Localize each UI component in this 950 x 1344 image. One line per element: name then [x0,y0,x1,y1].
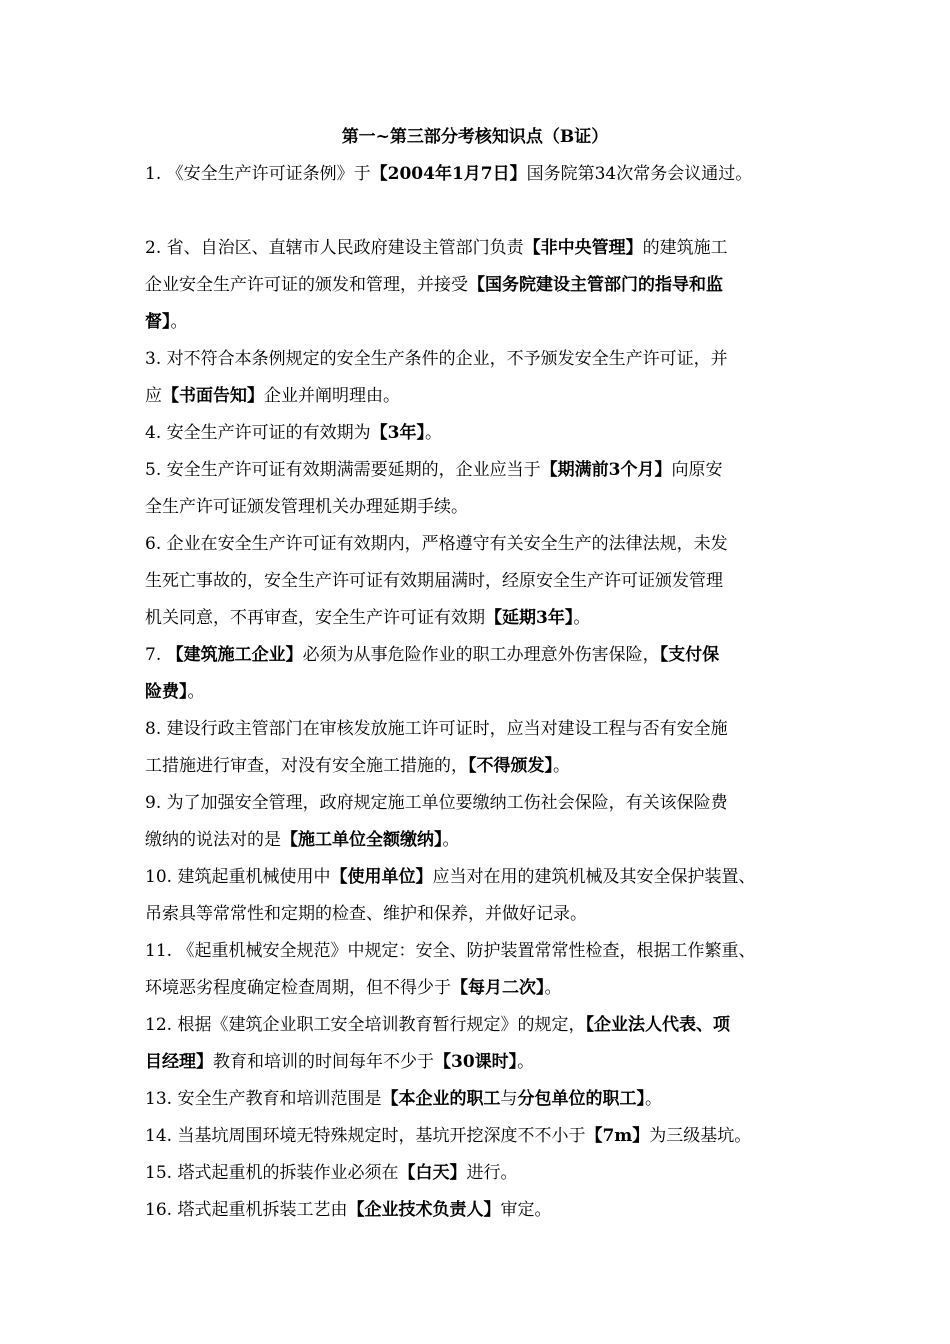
text-run: 9. 为了加强安全管理，政府规定施工单位要缴纳工伤社会保险，有关该保险费 [145,793,728,813]
text-line [145,304,815,341]
text-run: 3. 对不符合本条例规定的安全生产条件的企业，不予颁发安全生产许可证，并 [145,349,728,369]
list-item [145,1155,815,1192]
text-run: 分包单位的职工】 [517,1089,645,1109]
text-line [145,1155,815,1192]
text-run: 11. 《起重机械安全规范》中规定：安全、防护装置常常性检查，根据工作繁重、 [145,941,756,961]
text-run: 4. 安全生产许可证的有效期为 [145,423,371,443]
text-line [145,1118,815,1155]
text-run: 13. 安全生产教育和培训范围是 [145,1089,382,1109]
text-run: 目经理】 [145,1052,213,1072]
text-run: 。 [442,830,460,850]
text-line [145,933,815,970]
document-title: 第一~第三部分考核知识点（B证） [341,127,609,147]
text-run: 。 [644,1089,662,1109]
text-run: 。 [544,978,562,998]
text-line [145,637,815,674]
text-line [145,341,815,378]
text-run: 16. 塔式起重机拆装工艺由 [145,1200,348,1220]
text-run: 。 [187,682,205,702]
text-run: 【建筑施工企业】 [166,645,303,665]
text-run: 【支付保 [659,645,720,665]
text-run: 5. 安全生产许可证有效期满需要延期的，企业应当于 [145,460,541,480]
text-run: 必须为从事危险作业的职工办理意外伤害保险， [302,645,660,665]
text-run: 进行。 [466,1163,518,1183]
text-run: 【不得颁发】 [468,756,553,776]
text-run: 10. 建筑起重机械使用中 [145,867,331,887]
text-run: 【使用单位】 [330,867,433,887]
text-run: 【国务院建设主管部门的指导和监 [468,275,723,295]
list-item [145,1118,815,1155]
text-line [145,489,815,526]
text-run: 15. 塔式起重机的拆装作业必须在 [145,1163,399,1183]
text-run: 1. 《安全生产许可证条例》于 [145,164,371,184]
document-body [145,156,815,1229]
text-run: 。 [553,756,570,776]
list-item [145,452,815,526]
text-run: 督】 [145,312,171,332]
text-run: 【7m】 [585,1126,650,1146]
list-item [145,1081,815,1118]
text-run: 8. 建设行政主管部门在审核发放施工许可证时，应当对建设工程与否有安全施 [145,719,728,739]
list-item [145,230,815,341]
list-item [145,859,815,933]
text-run: 【30课时】 [434,1052,518,1072]
list-item [145,1192,815,1229]
text-run: 环境恶劣程度确定检查周期，但不得少于 [145,978,451,998]
text-run: 。 [170,312,188,332]
text-run: 6. 企业在安全生产许可证有效期内，严格遵守有关安全生产的法律法规，未发 [145,534,728,554]
text-line [145,822,815,859]
text-run: 【施工单位全额缴纳】 [281,830,443,850]
text-run: 【书面告知】 [162,386,264,406]
text-line [145,674,815,711]
text-line [145,711,815,748]
text-line [145,859,815,896]
text-run: 。 [573,608,591,628]
text-run: 【本企业的职工 [381,1089,501,1109]
text-run: 。 [424,423,442,443]
text-line [145,1007,815,1044]
text-line [145,378,815,415]
text-run: 机关同意，不再审查，安全生产许可证有效期 [145,608,485,628]
list-item [145,341,815,415]
text-run: 【企业技术负责人】 [347,1200,501,1220]
text-run: 企业安全生产许可证的颁发和管理，并接受 [145,275,468,295]
list-item [145,933,815,1007]
text-run: 【延期3年】 [485,608,574,628]
text-run: 【白天】 [398,1163,467,1183]
text-run: 【2004年1月7日】 [370,164,527,184]
list-item [145,637,815,711]
text-line [145,970,815,1007]
text-line [145,563,815,600]
text-run: 2. 省、自治区、直辖市人民政府建设主管部门负责 [145,238,524,258]
text-line [145,748,815,785]
text-line [145,267,815,304]
text-line [145,156,815,193]
text-run: 企业并阐明理由。 [264,386,400,406]
list-item [145,156,815,193]
text-run: 工措施进行审查，对没有安全施工措施的， [145,756,468,776]
text-line [145,896,815,933]
text-run: 向原安 [671,460,723,480]
text-run: 为三级基坑。 [649,1126,752,1146]
text-run: 生死亡事故的，安全生产许可证有效期届满时，经原安全生产许可证颁发管理 [145,571,723,591]
text-run: 【企业法人代表、项 [585,1015,730,1035]
text-run: 险费】 [145,682,188,702]
text-line [145,415,815,452]
text-run: 应 [145,386,162,406]
text-run: 【3年】 [370,423,425,443]
text-run: 7. [145,645,167,665]
text-run: 吊索具等常常性和定期的检查、维护和保养，并做好记录。 [145,904,587,924]
text-line [145,452,815,489]
list-item [145,526,815,637]
text-line [145,600,815,637]
text-run: 国务院第34次常务会议通过。 [526,164,753,184]
text-run: 12. 根据《建筑企业职工安全培训教育暂行规定》的规定， [145,1015,586,1035]
text-line [145,1192,815,1229]
text-line [145,1044,815,1081]
text-run: 全生产许可证颁发管理机关办理延期手续。 [145,497,468,517]
text-run: 。 [517,1052,535,1072]
text-run: 【期满前3个月】 [540,460,672,480]
list-item [145,711,815,785]
text-run: 14. 当基坑周围环境无特殊规定时，基坑开挖深度不不小于 [145,1126,586,1146]
list-item [145,785,815,859]
text-run: 与 [500,1089,518,1109]
text-run: 【非中央管理】 [523,238,643,258]
list-item [145,415,815,452]
text-line [145,785,815,822]
list-item [145,1007,815,1081]
text-line [145,526,815,563]
text-run: 审定。 [500,1200,552,1220]
text-run: 应当对在用的建筑机械及其安全保护装置、 [432,867,756,887]
text-run: 缴纳的说法对的是 [145,830,281,850]
text-line [145,230,815,267]
text-run: 教育和培训的时间每年不少于 [213,1052,434,1072]
text-run: 【每月二次】 [451,978,545,998]
text-line [145,1081,815,1118]
text-run: 的建筑施工 [642,238,728,258]
